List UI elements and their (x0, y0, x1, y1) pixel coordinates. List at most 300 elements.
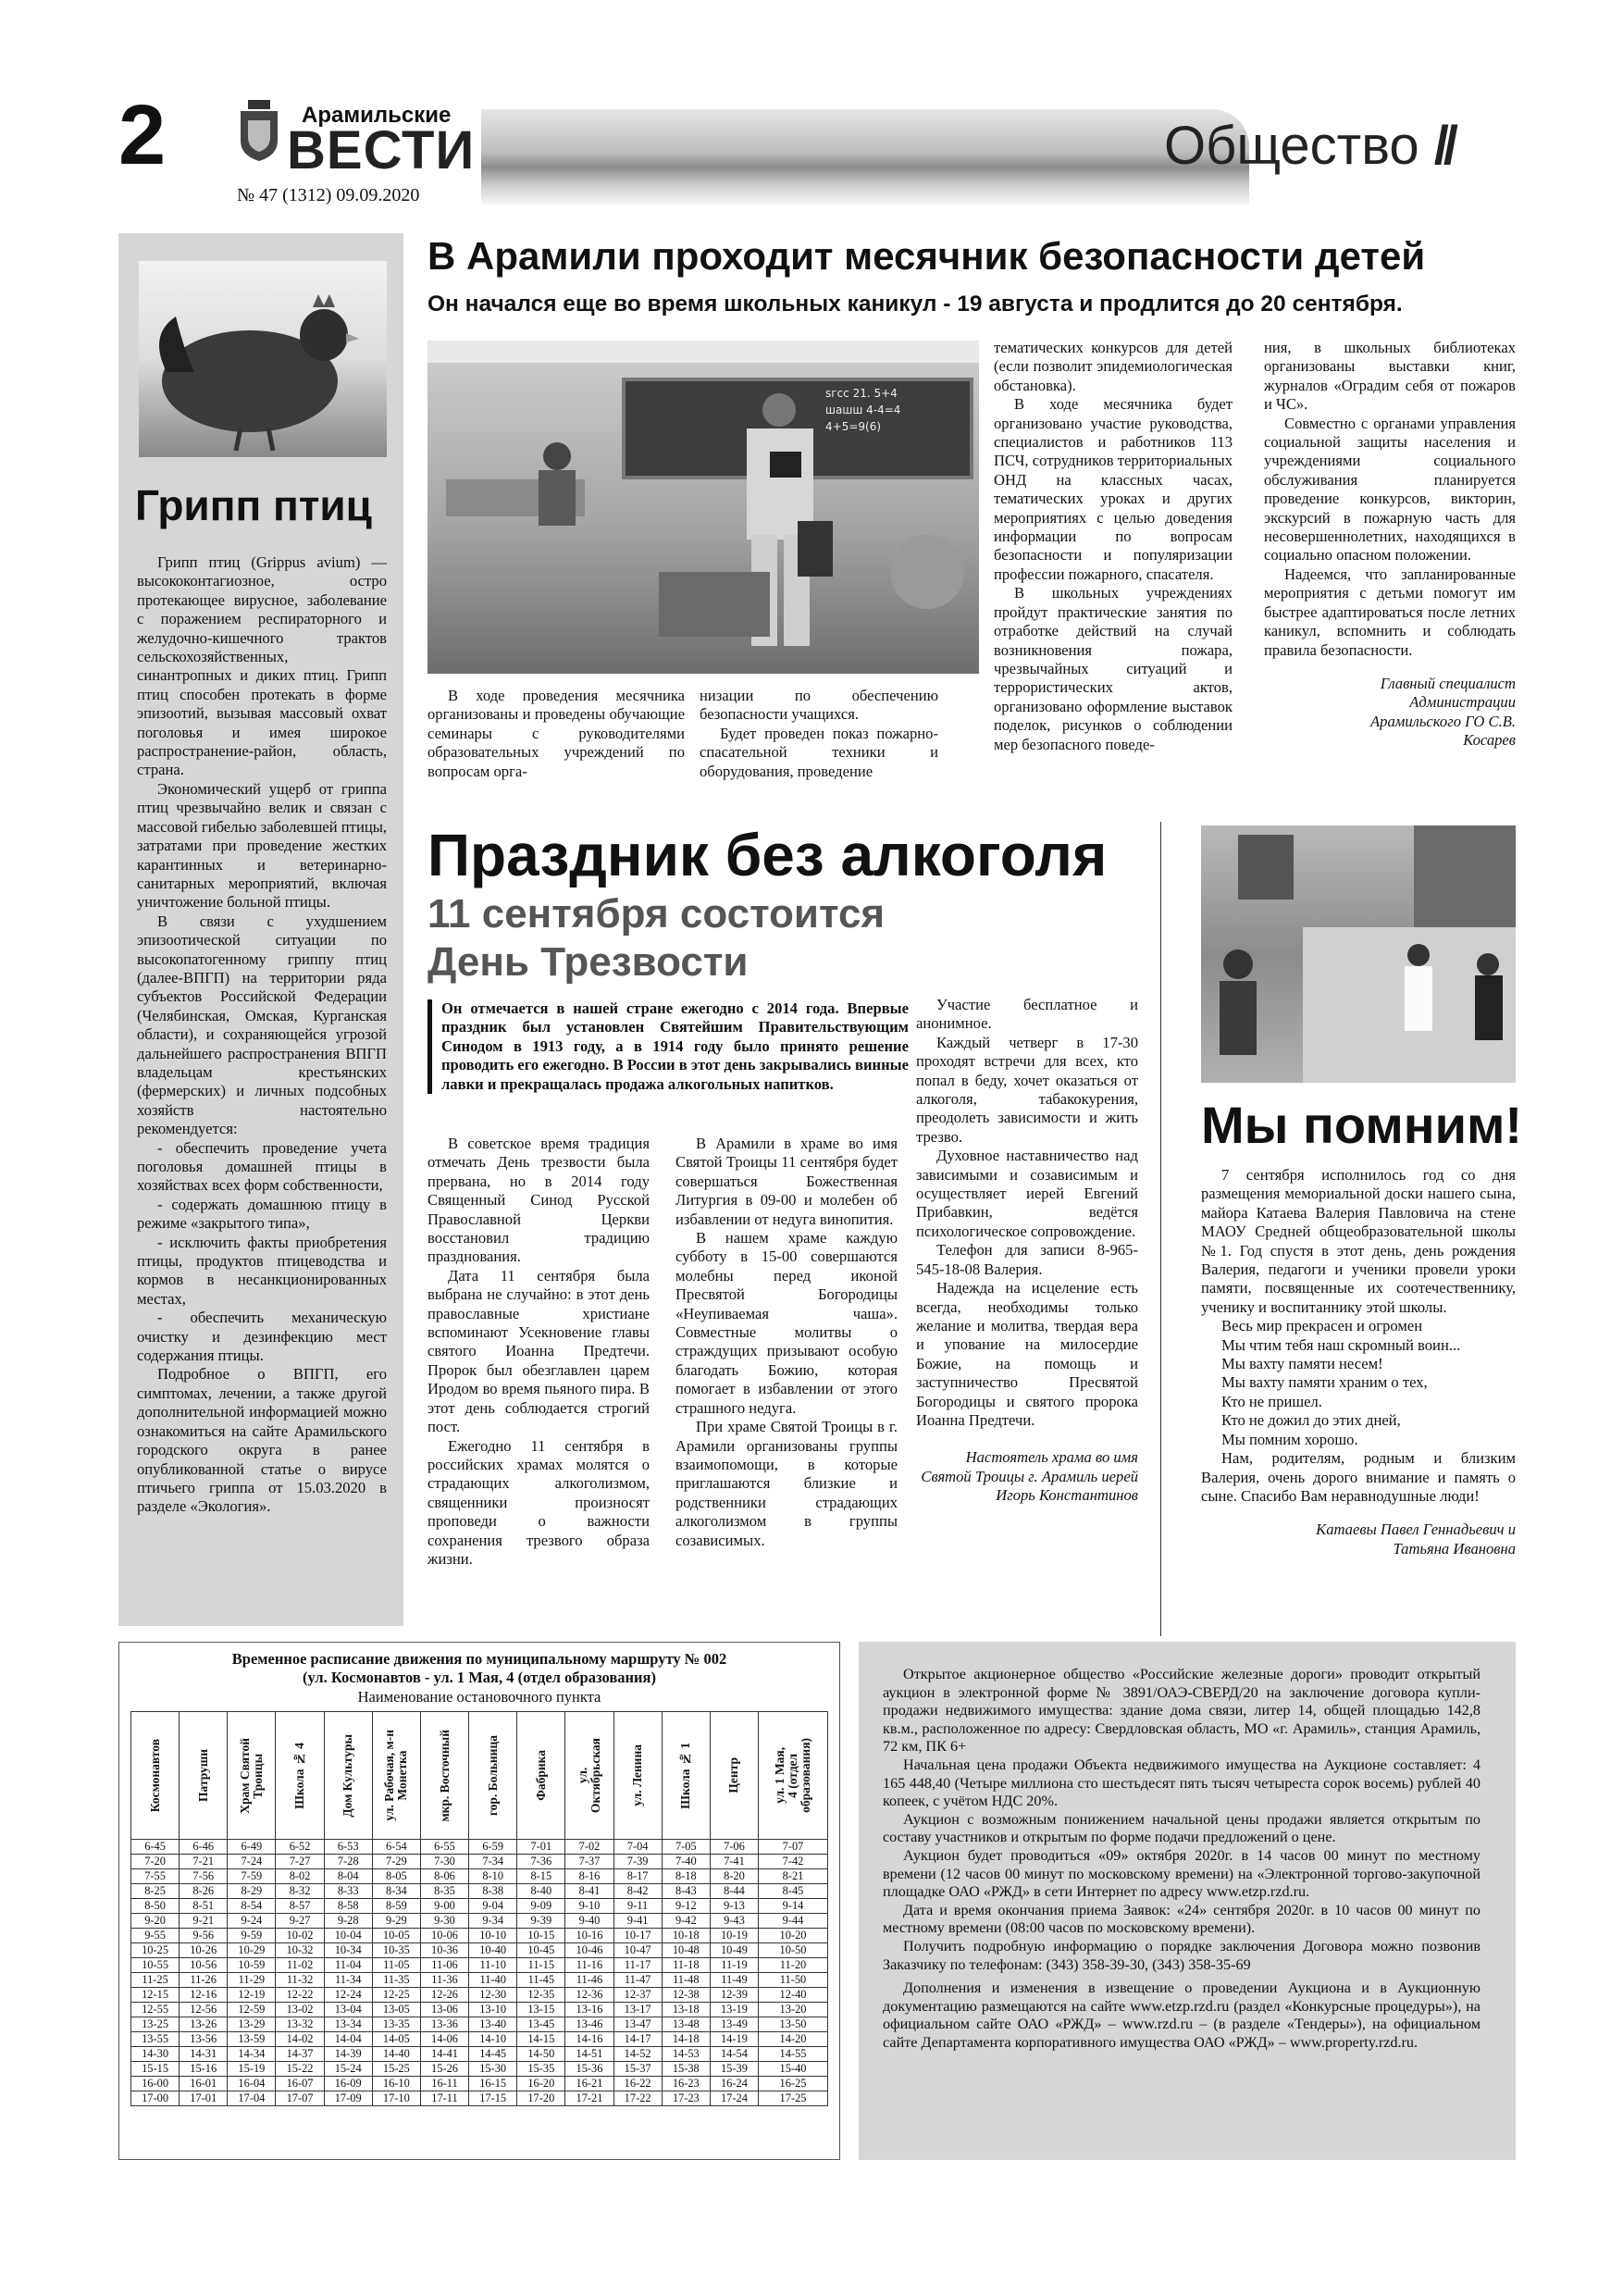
time-cell: 17-09 (324, 2091, 372, 2106)
poem-line: Кто не пришел. (1221, 1392, 1322, 1410)
bird-flu-sidebar (118, 233, 403, 1626)
bird-flu-paragraph: - обеспечить проведение учета поголовья домашней птицы в хозяйствах всех форм собственности, (137, 1138, 387, 1195)
table-row (131, 1914, 828, 1929)
time-cell: 11-15 (517, 1958, 565, 1973)
time-cell: 10-20 (759, 1929, 828, 1943)
time-cell: 13-04 (324, 2003, 372, 2017)
stop-name: Патруши (195, 1749, 210, 1802)
timetable-box (118, 1642, 840, 2160)
auction-paragraph: Аукцион с возможным понижением начальной цены продажи является открытым по составу участников и открытым по форме подачи предложений о цене. (883, 1810, 1481, 1846)
time-cell: 13-10 (469, 2003, 517, 2017)
table-row (131, 1884, 828, 1899)
time-cell: 17-04 (228, 2091, 276, 2106)
bird-flu-paragraph: Подробное о ВПГП, его симптомах, лечении, а также другой дополнительной информацией можно ознакомиться на сайте Арамильского городского округа в ранее опубликованной статье о вирусе птичьего гриппа от 15.03.2020 в разделе «Экология». (137, 1365, 387, 1516)
stop-name: Дом Культуры (341, 1733, 355, 1818)
time-cell: 16-23 (662, 2077, 710, 2091)
time-cell: 6-55 (420, 1840, 468, 1855)
time-cell: 8-59 (372, 1899, 420, 1914)
time-cell: 13-15 (517, 2003, 565, 2017)
memory-signature (1201, 1520, 1516, 1558)
time-cell: 14-54 (710, 2047, 758, 2062)
time-cell: 7-24 (228, 1855, 276, 1869)
sobriety-lead-box (427, 999, 909, 1094)
time-cell: 14-18 (662, 2032, 710, 2047)
time-cell: 13-47 (613, 2017, 662, 2032)
time-cell: 14-04 (324, 2032, 372, 2047)
time-cell: 9-13 (710, 1899, 758, 1914)
time-cell: 8-51 (180, 1899, 228, 1914)
auction-paragraph: Получить подробную информацию о порядке заключения Договора можно позвонив Заказчику по телефонам: (343) 358-39-30, (343) 358-35-69 (883, 1937, 1481, 1973)
time-cell: 13-02 (276, 2003, 324, 2017)
stop-name: ул. 1 Мая, 4 (отдел образования) (773, 1738, 813, 1813)
stop-header (276, 1712, 324, 1840)
time-cell: 10-25 (131, 1943, 180, 1958)
time-cell: 13-25 (131, 2017, 180, 2032)
time-cell: 8-20 (710, 1869, 758, 1884)
safety-col-3 (994, 339, 1233, 754)
stop-name: мкр. Восточный (437, 1729, 452, 1822)
time-cell: 10-05 (372, 1929, 420, 1943)
time-cell: 8-50 (131, 1899, 180, 1914)
time-cell: 12-38 (662, 1988, 710, 2003)
time-cell: 6-53 (324, 1840, 372, 1855)
sobriety-paragraph: В нашем храме каждую субботу в 15-00 совершаются молебны перед иконой Пресвятой Богородицы «Неупиваемая чаша». Совместные молитвы о страждущих призывают особую благодать Божию, которая помогает в избавлении от этого страшного недуга. (675, 1229, 898, 1417)
time-cell: 8-42 (613, 1884, 662, 1899)
time-cell: 12-30 (469, 1988, 517, 2003)
stop-header (131, 1712, 180, 1840)
sobriety-paragraph: Каждый четверг в 17-30 проходят встречи для всех, кто попал в беду, хочет оказаться от алкоголя, табакокурения, преодолеть зависимости и жить трезво. (916, 1033, 1138, 1146)
masthead (118, 89, 1525, 209)
time-cell: 16-04 (228, 2077, 276, 2091)
table-row (131, 1899, 828, 1914)
time-cell: 8-25 (131, 1884, 180, 1899)
time-cell: 7-59 (228, 1869, 276, 1884)
memorial-plaque-photo (1201, 825, 1516, 1083)
time-cell: 7-29 (372, 1855, 420, 1869)
time-cell: 7-06 (710, 1840, 758, 1855)
time-cell: 14-45 (469, 2047, 517, 2062)
stop-header (710, 1712, 758, 1840)
time-cell: 17-22 (613, 2091, 662, 2106)
safety-paragraph: Будет проведен показ пожарно-спасательной техники и оборудования, проведение (700, 724, 938, 780)
time-cell: 17-10 (372, 2091, 420, 2106)
stop-header (565, 1712, 613, 1840)
sobriety-paragraph: Ежегодно 11 сентября в российских храмах молятся о страдающих алкоголизмом, священники произносят проповеди о важности сохранения трезвого образа жизни. (427, 1436, 650, 1568)
time-cell: 12-40 (759, 1988, 828, 2003)
timetable-header-row (131, 1712, 828, 1840)
time-cell: 9-44 (759, 1914, 828, 1929)
table-row (131, 2047, 828, 2062)
time-cell: 16-20 (517, 2077, 565, 2091)
auction-notice (859, 1642, 1516, 2160)
time-cell: 11-18 (662, 1958, 710, 1973)
sobriety-col-2 (675, 1135, 898, 1550)
paper-name-main: ВЕСТИ (287, 120, 476, 180)
safety-paragraph: тематических конкурсов для детей (если позволит эпидемиологическая обстановка). (994, 339, 1233, 394)
time-cell: 12-37 (613, 1988, 662, 2003)
time-cell: 8-35 (420, 1884, 468, 1899)
stop-name: Фабрика (533, 1750, 548, 1801)
safety-subheadline: Он начался еще во время школьных каникул - 19 августа и продлится до 20 сентября. (427, 292, 1403, 316)
sobriety-signature: Настоятель храма во имя Святой Троицы г. Арамиль иерей Игорь Константинов (921, 1448, 1138, 1505)
stop-name: Центр (726, 1757, 741, 1793)
header-banner-photo (481, 109, 1249, 205)
time-cell: 8-57 (276, 1899, 324, 1914)
safety-headline: В Арамили проходит месячник безопасности детей (427, 234, 1426, 278)
sobriety-paragraph: В Арамили в храме во имя Святой Троицы 11 сентября будет совершаться Божественная Литургия в 09-00 и молебен об избавлении от недуга винопития. (675, 1135, 898, 1228)
stop-header (372, 1712, 420, 1840)
stop-header (324, 1712, 372, 1840)
time-cell: 14-15 (517, 2032, 565, 2047)
time-cell: 14-51 (565, 2047, 613, 2062)
time-cell: 11-47 (613, 1973, 662, 1988)
time-cell: 8-38 (469, 1884, 517, 1899)
time-cell: 9-12 (662, 1899, 710, 1914)
time-cell: 7-39 (613, 1855, 662, 1869)
timetable-table (130, 1711, 828, 2106)
stop-header (759, 1712, 828, 1840)
safety-paragraph: ния, в школьных библиотеках организованы выставки книг, журналов «Оградим себя от пожаров и ЧС». (1264, 339, 1516, 414)
stop-name: Храм Святой Троицы (237, 1737, 265, 1814)
time-cell: 17-07 (276, 2091, 324, 2106)
time-cell: 17-15 (469, 2091, 517, 2106)
board-line: шашш 4-4=4 (825, 403, 901, 416)
time-cell: 14-41 (420, 2047, 468, 2062)
time-cell: 17-21 (565, 2091, 613, 2106)
time-cell: 10-02 (276, 1929, 324, 1943)
time-cell: 14-37 (276, 2047, 324, 2062)
time-cell: 16-10 (372, 2077, 420, 2091)
time-cell: 14-52 (613, 2047, 662, 2062)
poem-line: Весь мир прекрасен и огромен (1221, 1317, 1423, 1335)
time-cell: 13-40 (469, 2017, 517, 2032)
stop-header (517, 1712, 565, 1840)
time-cell: 11-34 (324, 1973, 372, 1988)
time-cell: 15-35 (517, 2062, 565, 2077)
poem-line: Кто не дожил до этих дней, (1221, 1411, 1401, 1430)
time-cell: 9-39 (517, 1914, 565, 1929)
time-cell: 9-14 (759, 1899, 828, 1914)
time-cell: 11-05 (372, 1958, 420, 1973)
time-cell: 17-11 (420, 2091, 468, 2106)
stop-name: ул. Октябрьская (575, 1737, 602, 1814)
time-cell: 7-34 (469, 1855, 517, 1869)
time-cell: 14-55 (759, 2047, 828, 2062)
time-cell: 13-29 (228, 2017, 276, 2032)
memory-signature-line: Татьяна Ивановна (1393, 1539, 1516, 1558)
timetable-title-line: (ул. Космонавтов - ул. 1 Мая, 4 (отдел образования) (303, 1669, 656, 1686)
stop-name: ул. Рабочая, м-н Монетка (382, 1730, 410, 1821)
time-cell: 13-05 (372, 2003, 420, 2017)
time-cell: 8-54 (228, 1899, 276, 1914)
time-cell: 9-10 (565, 1899, 613, 1914)
time-cell: 17-24 (710, 2091, 758, 2106)
time-cell: 11-17 (613, 1958, 662, 1973)
bird-flu-body (137, 553, 387, 1517)
hen-photo (139, 261, 387, 457)
time-cell: 8-58 (324, 1899, 372, 1914)
sobriety-paragraph: Надежда на исцеление есть всегда, необходимы только желание и молитва, твердая вера и упование на милосердие Божие, на помощь и заступничество Пресвятой Богородицы и святого пророка Иоанна Предтечи. (916, 1279, 1138, 1429)
time-cell: 14-16 (565, 2032, 613, 2047)
stop-header (180, 1712, 228, 1840)
time-cell: 15-25 (372, 2062, 420, 2077)
time-cell: 14-34 (228, 2047, 276, 2062)
time-cell: 14-19 (710, 2032, 758, 2047)
time-cell: 11-32 (276, 1973, 324, 1988)
sobriety-paragraph: Телефон для записи 8-965-545-18-08 Валерия. (916, 1241, 1138, 1278)
time-cell: 8-44 (710, 1884, 758, 1899)
stop-name: Школа № 4 (292, 1742, 307, 1809)
time-cell: 12-25 (372, 1988, 420, 2003)
time-cell: 15-15 (131, 2062, 180, 2077)
time-cell: 10-10 (469, 1929, 517, 1943)
time-cell: 10-15 (517, 1929, 565, 1943)
time-cell: 7-37 (565, 1855, 613, 1869)
time-cell: 7-07 (759, 1840, 828, 1855)
time-cell: 16-00 (131, 2077, 180, 2091)
memory-signature-line: Катаевы Павел Геннадьевич и (1316, 1520, 1516, 1539)
time-cell: 11-40 (469, 1973, 517, 1988)
auction-paragraph: Начальная цена продажи Объекта недвижимого имущества на Аукционе составляет: 4 165 448,40 (Четыре миллиона сто шестьдесят пять тысяч четыреста сорок восемь) рублей 40 копеек, с учётом НДС 20%. (883, 1756, 1481, 1810)
time-cell: 13-16 (565, 2003, 613, 2017)
time-cell: 8-29 (228, 1884, 276, 1899)
bird-flu-title: Грипп птиц (135, 481, 372, 529)
time-cell: 8-10 (469, 1869, 517, 1884)
coat-of-arms-icon (239, 100, 279, 161)
time-cell: 9-41 (613, 1914, 662, 1929)
sobriety-paragraph: В советское время традиция отмечать День трезвости была прервана, но в 2014 году Священный Синод Русской Православной Церкви восстановил традицию празднования. (427, 1135, 650, 1266)
time-cell: 10-35 (372, 1943, 420, 1958)
time-cell: 6-54 (372, 1840, 420, 1855)
memory-poem (1201, 1317, 1516, 1449)
sobriety-col-1 (427, 1135, 650, 1569)
time-cell: 16-09 (324, 2077, 372, 2091)
time-cell: 10-55 (131, 1958, 180, 1973)
memory-body (1201, 1166, 1516, 1558)
time-cell: 7-20 (131, 1855, 180, 1869)
bird-flu-paragraph: - обеспечить механическую очистку и дезинфекцию мест содержания птицы. (137, 1309, 387, 1365)
time-cell: 15-19 (228, 2062, 276, 2077)
time-cell: 11-19 (710, 1958, 758, 1973)
time-cell: 6-49 (228, 1840, 276, 1855)
table-row (131, 1988, 828, 2003)
time-cell: 7-42 (759, 1855, 828, 1869)
time-cell: 14-17 (613, 2032, 662, 2047)
time-cell: 16-25 (759, 2077, 828, 2091)
time-cell: 10-04 (324, 1929, 372, 1943)
time-cell: 10-36 (420, 1943, 468, 1958)
time-cell: 11-16 (565, 1958, 613, 1973)
table-row (131, 1973, 828, 1988)
table-row (131, 2003, 828, 2017)
section-title (1164, 117, 1453, 176)
time-cell: 13-50 (759, 2017, 828, 2032)
time-cell: 13-18 (662, 2003, 710, 2017)
auction-paragraph: Дополнения и изменения в извещение о проведении Аукциона и в Аукционную документацию размещаются на сайте www.etzp.rzd.ru (раздел «Конкурсные процедуры»), на официальном сайте ОАО «РЖД» – www.rzd.ru – (в разделе «Тендеры»), на официальном сайте Департамента корпоративного имущества ОАО «РЖД» – www.property.rzd.ru. (883, 1980, 1481, 2051)
stop-name: ул. Ленина (630, 1744, 645, 1806)
bird-flu-paragraph: - содержать домашнюю птицу в режиме «закрытого типа», (137, 1195, 387, 1233)
time-cell: 16-11 (420, 2077, 468, 2091)
time-cell: 9-43 (710, 1914, 758, 1929)
time-cell: 11-20 (759, 1958, 828, 1973)
time-cell: 7-28 (324, 1855, 372, 1869)
memory-paragraph: 7 сентября исполнилось год со дня размещения мемориальной доски нашего сына, майора Катаева Валерия Павловича на стене МАОУ Средней общеобразовательной школы №1. Год спустя в этот день, день рождения Валерия, педагоги и ученики провели уроки памяти, посвященные их соотечественнику, ученику и воспитаннику этой школы. (1201, 1166, 1516, 1316)
auction-paragraph: Аукцион будет проводиться «09» октября 2020г. в 14 часов 00 минут по местному времени (12 часов 00 минут по московскому времени) на «Электронной торгово-закупочной площадке ОАО «РЖД» в сети Интернет по адресу www.etzp.rzd.ru. (883, 1846, 1481, 1901)
time-cell: 13-26 (180, 2017, 228, 2032)
timetable-title-line: Временное расписание движения по муниципальному маршруту № 002 (231, 1650, 727, 1668)
sobriety-col-3 (916, 996, 1138, 1506)
column-divider (1160, 822, 1161, 1636)
table-row (131, 1869, 828, 1884)
time-cell: 12-19 (228, 1988, 276, 2003)
time-cell: 10-40 (469, 1943, 517, 1958)
time-cell: 12-59 (228, 2003, 276, 2017)
time-cell: 16-22 (613, 2077, 662, 2091)
time-cell: 7-27 (276, 1855, 324, 1869)
memory-paragraph: Нам, родителям, родным и близким Валерия, очень дорого внимание и память о сыне. Спасибо Вам неравнодушные люди! (1201, 1449, 1516, 1505)
time-cell: 15-26 (420, 2062, 468, 2077)
time-cell: 15-38 (662, 2062, 710, 2077)
time-cell: 10-46 (565, 1943, 613, 1958)
safety-col-4 (1264, 339, 1516, 751)
time-cell: 13-06 (420, 2003, 468, 2017)
time-cell: 14-40 (372, 2047, 420, 2062)
poem-line: Мы вахту памяти храним о тех, (1221, 1373, 1428, 1392)
time-cell: 13-49 (710, 2017, 758, 2032)
time-cell: 10-50 (759, 1943, 828, 1958)
time-cell: 8-04 (324, 1869, 372, 1884)
time-cell: 17-23 (662, 2091, 710, 2106)
time-cell: 12-55 (131, 2003, 180, 2017)
time-cell: 7-01 (517, 1840, 565, 1855)
time-cell: 16-24 (710, 2077, 758, 2091)
time-cell: 6-46 (180, 1840, 228, 1855)
table-row (131, 2032, 828, 2047)
safety-paragraph: В ходе месячника будет организовано участие руководства, специалистов и работников 113 ПСЧ, сотрудников территориальных ОНД на классных часах, тематических уроках и других мероприятиях с целью доведения информации по вопросам безопасности и популяризации профессии пожарного, спасателя. (994, 395, 1233, 583)
time-cell: 10-29 (228, 1943, 276, 1958)
table-row (131, 2017, 828, 2032)
time-cell: 11-35 (372, 1973, 420, 1988)
auction-paragraph: Дата и время окончания приема Заявок: «24» сентября 2020г. в 10 часов 00 минут по местному времени (08:00 часов по московскому времени). (883, 1901, 1481, 1937)
poem-line: Мы вахту памяти несем! (1221, 1355, 1383, 1373)
time-cell: 9-09 (517, 1899, 565, 1914)
sobriety-paragraph: Дата 11 сентября была выбрана не случайно: в этот день православные христиане вспоминают Усекновение главы святого Иоанна Предтечи. Пророк был обезглавлен царем Иродом во время пьяного пира. В этот день соблюдается строгий пост. (427, 1266, 650, 1436)
stop-header (613, 1712, 662, 1840)
time-cell: 11-02 (276, 1958, 324, 1973)
time-cell: 8-21 (759, 1869, 828, 1884)
time-cell: 10-19 (710, 1929, 758, 1943)
time-cell: 10-49 (710, 1943, 758, 1958)
time-cell: 8-41 (565, 1884, 613, 1899)
time-cell: 10-48 (662, 1943, 710, 1958)
time-cell: 12-35 (517, 1988, 565, 2003)
time-cell: 9-20 (131, 1914, 180, 1929)
safety-paragraph: В школьных учреждениях пройдут практические занятия по отработке действий на случай возникновения пожара, чрезвычайных ситуаций и террористических актов, организовано оформление выставок поделок, рисунков о соблюдении мер безопасного поведе- (994, 584, 1233, 753)
time-cell: 13-19 (710, 2003, 758, 2017)
time-cell: 10-32 (276, 1943, 324, 1958)
time-cell: 9-28 (324, 1914, 372, 1929)
sobriety-headline: Праздник без алкоголя (427, 822, 1108, 888)
auction-body (883, 1666, 1481, 2052)
time-cell: 8-40 (517, 1884, 565, 1899)
time-cell: 8-26 (180, 1884, 228, 1899)
stop-name: Космонавтов (147, 1738, 162, 1813)
sobriety-subheadline-line: День Трезвости (427, 939, 749, 985)
time-cell: 13-32 (276, 2017, 324, 2032)
time-cell: 13-20 (759, 2003, 828, 2017)
table-row (131, 2091, 828, 2106)
time-cell: 8-45 (759, 1884, 828, 1899)
time-cell: 6-45 (131, 1840, 180, 1855)
time-cell: 8-16 (565, 1869, 613, 1884)
time-cell: 12-22 (276, 1988, 324, 2003)
time-cell: 10-17 (613, 1929, 662, 1943)
time-cell: 11-36 (420, 1973, 468, 1988)
time-cell: 9-30 (420, 1914, 468, 1929)
sobriety-paragraph: Духовное наставничество над зависимыми и созависимым и осуществляет иерей Евгений Прибавкин, ведётся психологическое сопровождение. (916, 1147, 1138, 1240)
table-row (131, 1943, 828, 1958)
paper-name-top: Арамильские (302, 103, 452, 128)
timetable-title (130, 1650, 828, 1687)
time-cell: 11-45 (517, 1973, 565, 1988)
time-cell: 14-30 (131, 2047, 180, 2062)
safety-paragraph: низации по обеспечению безопасности учащихся. (700, 687, 938, 724)
table-row (131, 1929, 828, 1943)
time-cell: 13-45 (517, 2017, 565, 2032)
time-cell: 9-34 (469, 1914, 517, 1929)
time-cell: 7-02 (565, 1840, 613, 1855)
time-cell: 13-55 (131, 2032, 180, 2047)
bird-flu-paragraph: Экономический ущерб от гриппа птиц чрезвычайно велик и связан с массовой гибелью заболевшей птицы, затратами при проведение жестких карантинных и ветеринарно-санитарных мероприятий, включая уничтожение больной птицы. (137, 779, 387, 912)
time-cell: 15-40 (759, 2062, 828, 2077)
time-cell: 13-59 (228, 2032, 276, 2047)
double-slash-icon: // (1433, 116, 1454, 176)
time-cell: 11-50 (759, 1973, 828, 1988)
time-cell: 13-36 (420, 2017, 468, 2032)
time-cell: 17-01 (180, 2091, 228, 2106)
stop-name: гор. Больница (485, 1734, 500, 1817)
time-cell: 14-31 (180, 2047, 228, 2062)
table-row (131, 1840, 828, 1855)
time-cell: 13-35 (372, 2017, 420, 2032)
time-cell: 9-21 (180, 1914, 228, 1929)
time-cell: 8-32 (276, 1884, 324, 1899)
page-number: 2 (118, 88, 167, 182)
time-cell: 17-00 (131, 2091, 180, 2106)
time-cell: 16-21 (565, 2077, 613, 2091)
safety-paragraph: Надеемся, что запланированные мероприятия с детьми помогут им быстрее адаптироваться после летних каникул, вспомнить и соблюдать правила безопасности. (1264, 565, 1516, 659)
time-cell: 8-02 (276, 1869, 324, 1884)
safety-col-2 (700, 687, 938, 781)
time-cell: 11-04 (324, 1958, 372, 1973)
time-cell: 14-10 (469, 2032, 517, 2047)
time-cell: 11-25 (131, 1973, 180, 1988)
time-cell: 13-48 (662, 2017, 710, 2032)
timetable-subtitle: Наименование остановочного пункта (357, 1688, 601, 1706)
time-cell: 12-24 (324, 1988, 372, 2003)
section-label: Общество (1164, 116, 1419, 176)
sobriety-subheadline-line: 11 сентября состоится (427, 891, 886, 937)
time-cell: 9-24 (228, 1914, 276, 1929)
stop-header (228, 1712, 276, 1840)
safety-paragraph: В ходе проведения месячника организованы и проведены обучающие семинары с руководителями образовательных учреждений по вопросам орга- (427, 687, 685, 780)
time-cell: 7-40 (662, 1855, 710, 1869)
time-cell: 6-59 (469, 1840, 517, 1855)
time-cell: 15-16 (180, 2062, 228, 2077)
time-cell: 11-06 (420, 1958, 468, 1973)
issue-number: № 47 (1312) 09.09.2020 (237, 185, 420, 205)
time-cell: 7-41 (710, 1855, 758, 1869)
